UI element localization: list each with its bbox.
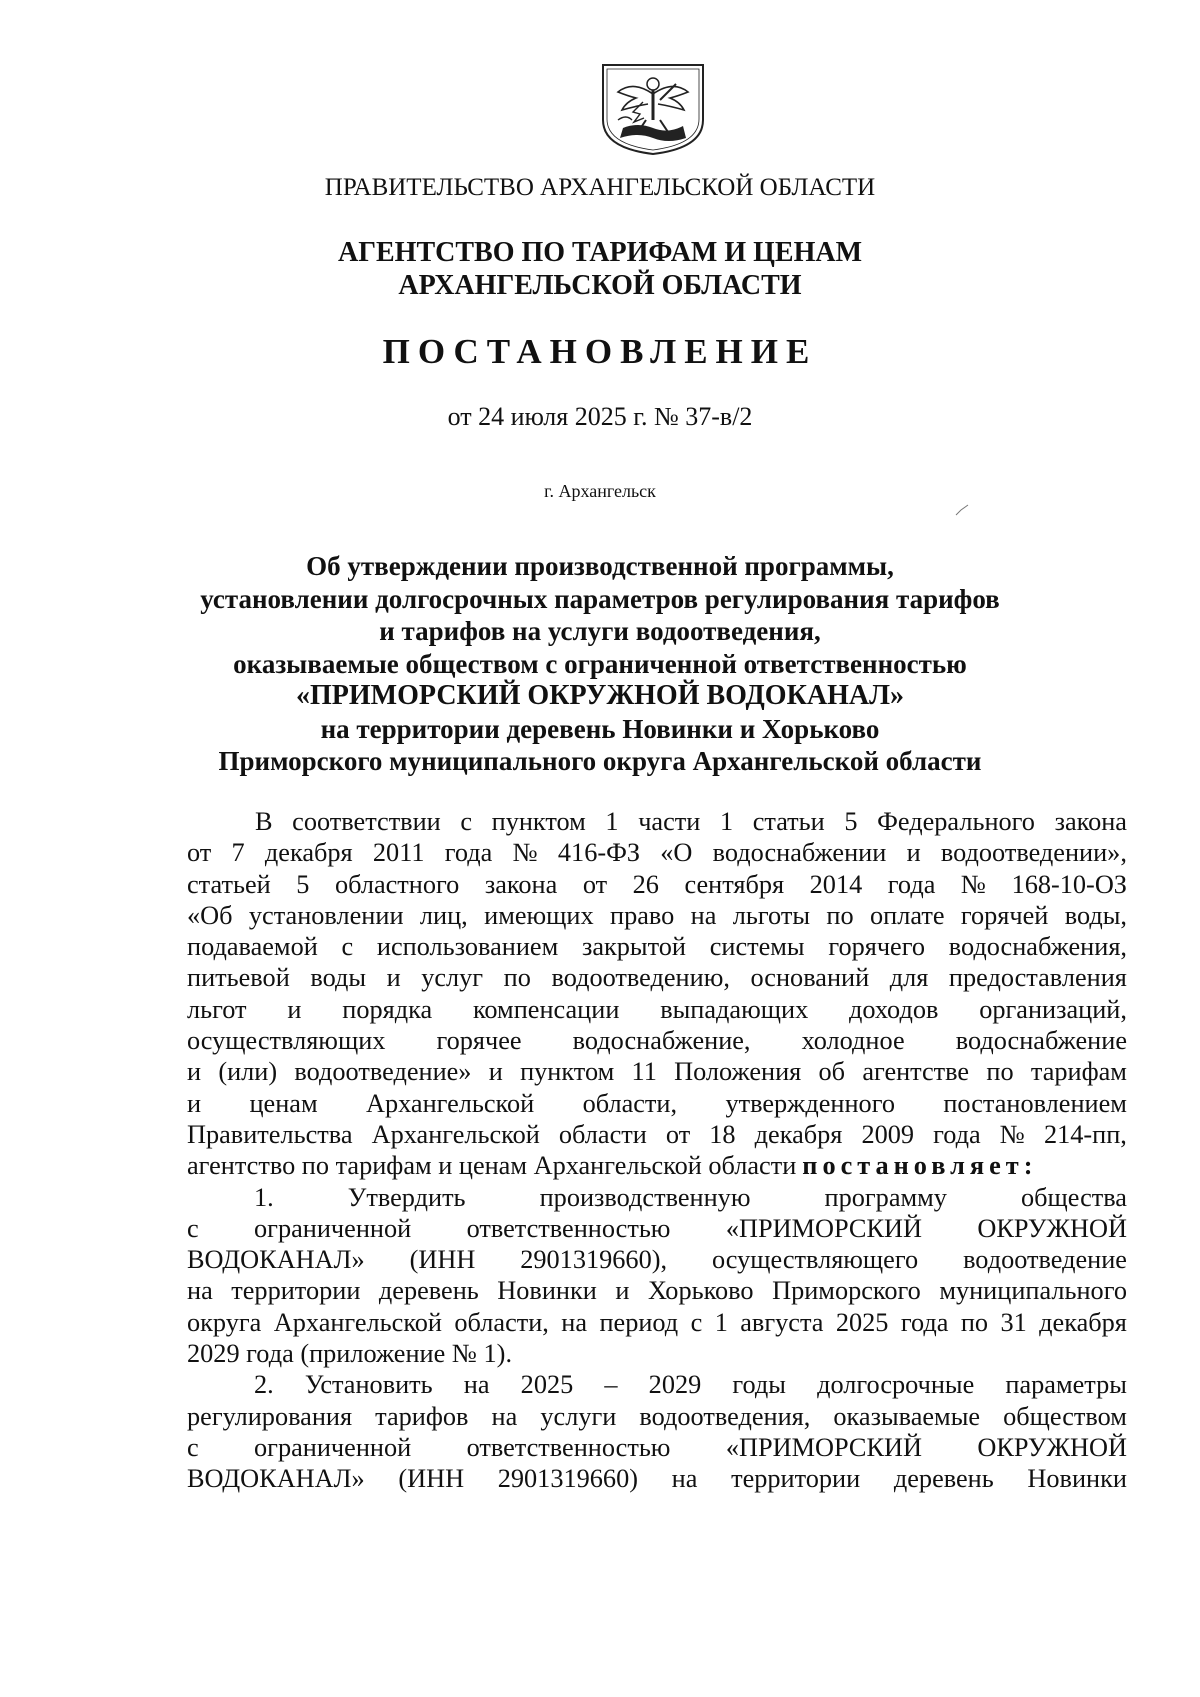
word: утвержденного: [725, 1088, 895, 1118]
word: «Об: [187, 900, 233, 930]
word: округа: [187, 1307, 262, 1337]
word: льгот: [187, 994, 247, 1024]
word: пунктом: [520, 1057, 615, 1087]
word: осуществляющих: [187, 1026, 386, 1056]
word: тарифам: [1030, 1057, 1127, 1087]
word: период: [599, 1307, 679, 1337]
word: Новинки: [497, 1276, 597, 1306]
item-1-paragraph: [187, 1182, 1127, 1338]
subject-line: Об утверждении производственной программы,: [306, 551, 894, 581]
body-line: [187, 1056, 1127, 1087]
word: 31: [1000, 1307, 1027, 1337]
word: холодное: [801, 1026, 905, 1056]
resolves-word: постановляет:: [802, 1151, 1038, 1181]
preamble-paragraph: [187, 806, 1127, 1150]
word: с: [341, 932, 354, 962]
word: по: [960, 1307, 989, 1337]
word: компенсации: [472, 994, 620, 1024]
word: по: [503, 963, 531, 993]
word: на: [187, 1276, 213, 1306]
word: общества: [1020, 1182, 1127, 1212]
word: установлении: [248, 900, 404, 930]
subject-line: установлении долгосрочных параметров регулирования тарифов: [200, 583, 1000, 614]
word: и: [615, 1276, 630, 1306]
word: года: [444, 838, 493, 868]
word: услуги: [540, 1401, 617, 1431]
word: оплате: [870, 900, 945, 930]
word: горячей: [960, 900, 1049, 930]
document-city: г. Архангельск: [544, 481, 656, 501]
word: от: [582, 869, 608, 899]
word: территории: [731, 1464, 861, 1494]
word: водоотведения,: [639, 1401, 811, 1431]
word: 18: [709, 1119, 736, 1149]
word: закона: [484, 869, 558, 899]
word: года: [900, 1307, 949, 1337]
word: 2029: [648, 1370, 702, 1400]
body-line: [187, 1244, 1127, 1275]
word: статьи: [752, 807, 825, 836]
word: порядка: [342, 994, 433, 1024]
word: года: [933, 1119, 981, 1149]
word: 2.: [254, 1370, 274, 1400]
word: Федерального: [877, 807, 1035, 836]
item-2-paragraph: [187, 1369, 1127, 1494]
word: горячего: [828, 932, 926, 962]
word: от: [665, 1119, 691, 1149]
word: 2025: [835, 1307, 889, 1337]
word: водоснабжение,: [572, 1026, 751, 1056]
body-line: [187, 994, 1127, 1025]
word: 5: [844, 807, 858, 836]
word: 1: [719, 807, 734, 836]
word: на: [561, 1307, 588, 1337]
word: «ПРИМОРСКИЙ: [725, 1432, 922, 1462]
word: воды: [310, 963, 367, 993]
document-subject: [0, 550, 1200, 778]
word: с: [690, 1307, 703, 1337]
word: области,: [454, 1307, 549, 1337]
word: Положения: [674, 1057, 802, 1087]
body-line: [187, 1025, 1127, 1056]
word: муниципального: [939, 1276, 1127, 1306]
body-line: [187, 869, 1127, 900]
word: право: [610, 900, 675, 930]
word: (ИНН: [409, 1245, 476, 1275]
word: водоотведении»,: [940, 838, 1127, 868]
body-line: [187, 1369, 1127, 1400]
body-line: [187, 1119, 1127, 1150]
word: 2901319660),: [520, 1245, 668, 1275]
word: и: [287, 994, 302, 1024]
word: с: [460, 807, 473, 836]
word: «ПРИМОРСКИЙ: [725, 1213, 922, 1243]
word: водоснабжения,: [948, 932, 1127, 962]
word: декабря: [264, 838, 353, 868]
body-line: [187, 1463, 1127, 1494]
word: 214-пп,: [1043, 1119, 1127, 1149]
word: и: [187, 1057, 202, 1087]
preamble-last-line: [187, 1150, 1127, 1181]
word: постановлением: [943, 1088, 1127, 1118]
word: Архангельской: [273, 1307, 442, 1337]
body-line: [187, 1275, 1127, 1306]
word: области,: [582, 1088, 678, 1118]
word: (или): [218, 1057, 278, 1087]
word: годы: [732, 1370, 786, 1400]
word: «О: [660, 838, 693, 868]
word: 416-ФЗ: [557, 838, 641, 868]
word: ограниченной: [254, 1213, 412, 1243]
body-line: [187, 837, 1127, 868]
word: территории: [231, 1276, 361, 1306]
word: услуг: [421, 963, 484, 993]
word: для: [889, 963, 929, 993]
agency-name-line-2: АРХАНГЕЛЬСКОЙ ОБЛАСТИ: [398, 270, 802, 301]
document-date-number: от 24 июля 2025 г. № 37-в/2: [447, 402, 753, 431]
body-line: [187, 1432, 1127, 1463]
subject-line: и тарифов на услуги водоотведения,: [379, 616, 821, 646]
word: части: [638, 807, 701, 836]
word: области: [558, 1119, 647, 1149]
word: производственную: [539, 1182, 751, 1212]
word: агентстве: [862, 1057, 970, 1087]
word: 1: [714, 1307, 728, 1337]
word: ВОДОКАНАЛ»: [187, 1245, 365, 1275]
word: закрытой: [581, 932, 686, 962]
word: года: [887, 869, 936, 899]
word: ограниченной: [254, 1432, 412, 1462]
document-body: [187, 806, 1127, 1495]
word: питьевой: [187, 963, 290, 993]
word: на: [690, 900, 717, 930]
word: ответственностью: [466, 1432, 671, 1462]
word: №: [960, 869, 987, 899]
word: по: [826, 900, 854, 930]
word: с: [187, 1213, 199, 1243]
word: Утвердить: [347, 1182, 466, 1212]
subject-line: на территории деревень Новинки и Хорьково: [320, 713, 880, 744]
word: тарифов: [375, 1401, 469, 1431]
agency-name-line-1: АГЕНТСТВО ПО ТАРИФАМ И ЦЕНАМ: [337, 237, 863, 268]
word: и: [906, 838, 921, 868]
word: льготы: [732, 900, 811, 930]
word: обществом: [1003, 1401, 1127, 1431]
word: регулирования: [187, 1401, 353, 1431]
word: В: [255, 807, 273, 836]
word: долгосрочные: [817, 1370, 975, 1400]
subject-line: Приморского муниципального округа Архангельской области: [218, 746, 982, 776]
word: Приморского: [772, 1276, 921, 1306]
government-title: ПРАВИТЕЛЬСТВО АРХАНГЕЛЬСКОЙ ОБЛАСТИ: [324, 174, 876, 201]
word: 2009: [861, 1119, 915, 1149]
word: декабря: [754, 1119, 843, 1149]
word: водоотведение: [963, 1245, 1127, 1275]
word: 11: [631, 1057, 657, 1087]
subject-line: «ПРИМОРСКИЙ ОКРУЖНОЙ ВОДОКАНАЛ»: [296, 680, 904, 711]
word: закона: [1054, 807, 1127, 836]
word: статьей: [187, 869, 271, 899]
word: подаваемой: [187, 932, 318, 962]
body-line: [187, 1213, 1127, 1244]
word: воды,: [1064, 900, 1127, 930]
word: системы: [709, 932, 805, 962]
word: водоснабжении: [712, 838, 887, 868]
word: использованием: [376, 932, 559, 962]
word: 26: [632, 869, 659, 899]
word: Архангельской: [365, 1088, 535, 1118]
word: ответственностью: [466, 1213, 671, 1243]
word: с: [187, 1432, 199, 1462]
item-1-last-line: 2029 года (приложение № 1).: [187, 1339, 513, 1369]
document-type: ПОСТАНОВЛЕНИЕ: [382, 332, 818, 371]
word: на: [671, 1464, 698, 1494]
word: 1: [605, 807, 619, 836]
word: №: [999, 1119, 1025, 1149]
agency-name: [0, 236, 1200, 302]
word: водоотведению,: [551, 963, 730, 993]
subject-line: оказываемые обществом с ограниченной ответственностью: [233, 648, 967, 679]
word: пунктом: [491, 807, 586, 836]
word: 168-10-ОЗ: [1011, 869, 1127, 899]
word: сентября: [684, 869, 785, 899]
word: ОКРУЖНОЙ: [977, 1213, 1127, 1243]
word: параметры: [1005, 1370, 1127, 1400]
body-line: [187, 1182, 1127, 1213]
body-line: [187, 1088, 1127, 1119]
word: водоотведение»: [294, 1057, 472, 1087]
word: на: [491, 1401, 518, 1431]
word: Хорьково: [647, 1276, 754, 1306]
word: 2025: [520, 1370, 574, 1400]
body-line: [187, 900, 1127, 931]
word: 5: [296, 869, 310, 899]
word: от: [187, 838, 212, 868]
word: Установить: [304, 1370, 433, 1400]
body-line: [187, 962, 1127, 993]
word: деревень: [893, 1464, 994, 1494]
word: 1.: [254, 1182, 274, 1212]
body-line: [187, 806, 1127, 837]
word: имеющих: [484, 900, 594, 930]
word: –: [604, 1370, 618, 1400]
word: предоставления: [948, 963, 1127, 993]
word: 2901319660): [497, 1464, 638, 1494]
body-line: [187, 1307, 1127, 1338]
word: и: [187, 1088, 202, 1118]
word: осуществляющего: [711, 1245, 919, 1275]
word: Правительства: [187, 1119, 353, 1149]
word: декабря: [1039, 1307, 1127, 1337]
word: ОКРУЖНОЙ: [977, 1432, 1127, 1462]
word: горячее: [436, 1026, 522, 1056]
word: 2011: [372, 838, 425, 868]
word: доходов: [849, 994, 939, 1024]
word: об: [818, 1057, 846, 1087]
word: ВОДОКАНАЛ»: [187, 1464, 365, 1494]
word: №: [512, 838, 538, 868]
word: и: [488, 1057, 503, 1087]
word: водоснабжение: [955, 1026, 1127, 1056]
word: по: [986, 1057, 1014, 1087]
word: выпадающих: [660, 994, 809, 1024]
word: (ИНН: [398, 1464, 465, 1494]
word: организаций,: [979, 994, 1127, 1024]
word: на: [463, 1370, 490, 1400]
word: ценам: [249, 1088, 318, 1118]
word: 7: [231, 838, 245, 868]
body-line: [187, 931, 1127, 962]
coat-of-arms-icon: [598, 62, 708, 156]
word: 2014: [809, 869, 863, 899]
word: программу: [824, 1182, 947, 1212]
word: оснований: [750, 963, 870, 993]
word: областного: [334, 869, 460, 899]
pen-mark-icon: [955, 504, 969, 516]
word: соответствии: [292, 807, 441, 836]
word: оказываемые: [833, 1401, 981, 1431]
word: Новинки: [1027, 1464, 1127, 1494]
word: лиц,: [419, 900, 468, 930]
word: и: [386, 963, 401, 993]
word: Архангельской: [371, 1119, 540, 1149]
word: августа: [740, 1307, 824, 1337]
word: деревень: [378, 1276, 479, 1306]
body-line: [187, 1401, 1127, 1432]
preamble-last-text: агентство по тарифам и ценам Архангельской области: [187, 1151, 797, 1181]
